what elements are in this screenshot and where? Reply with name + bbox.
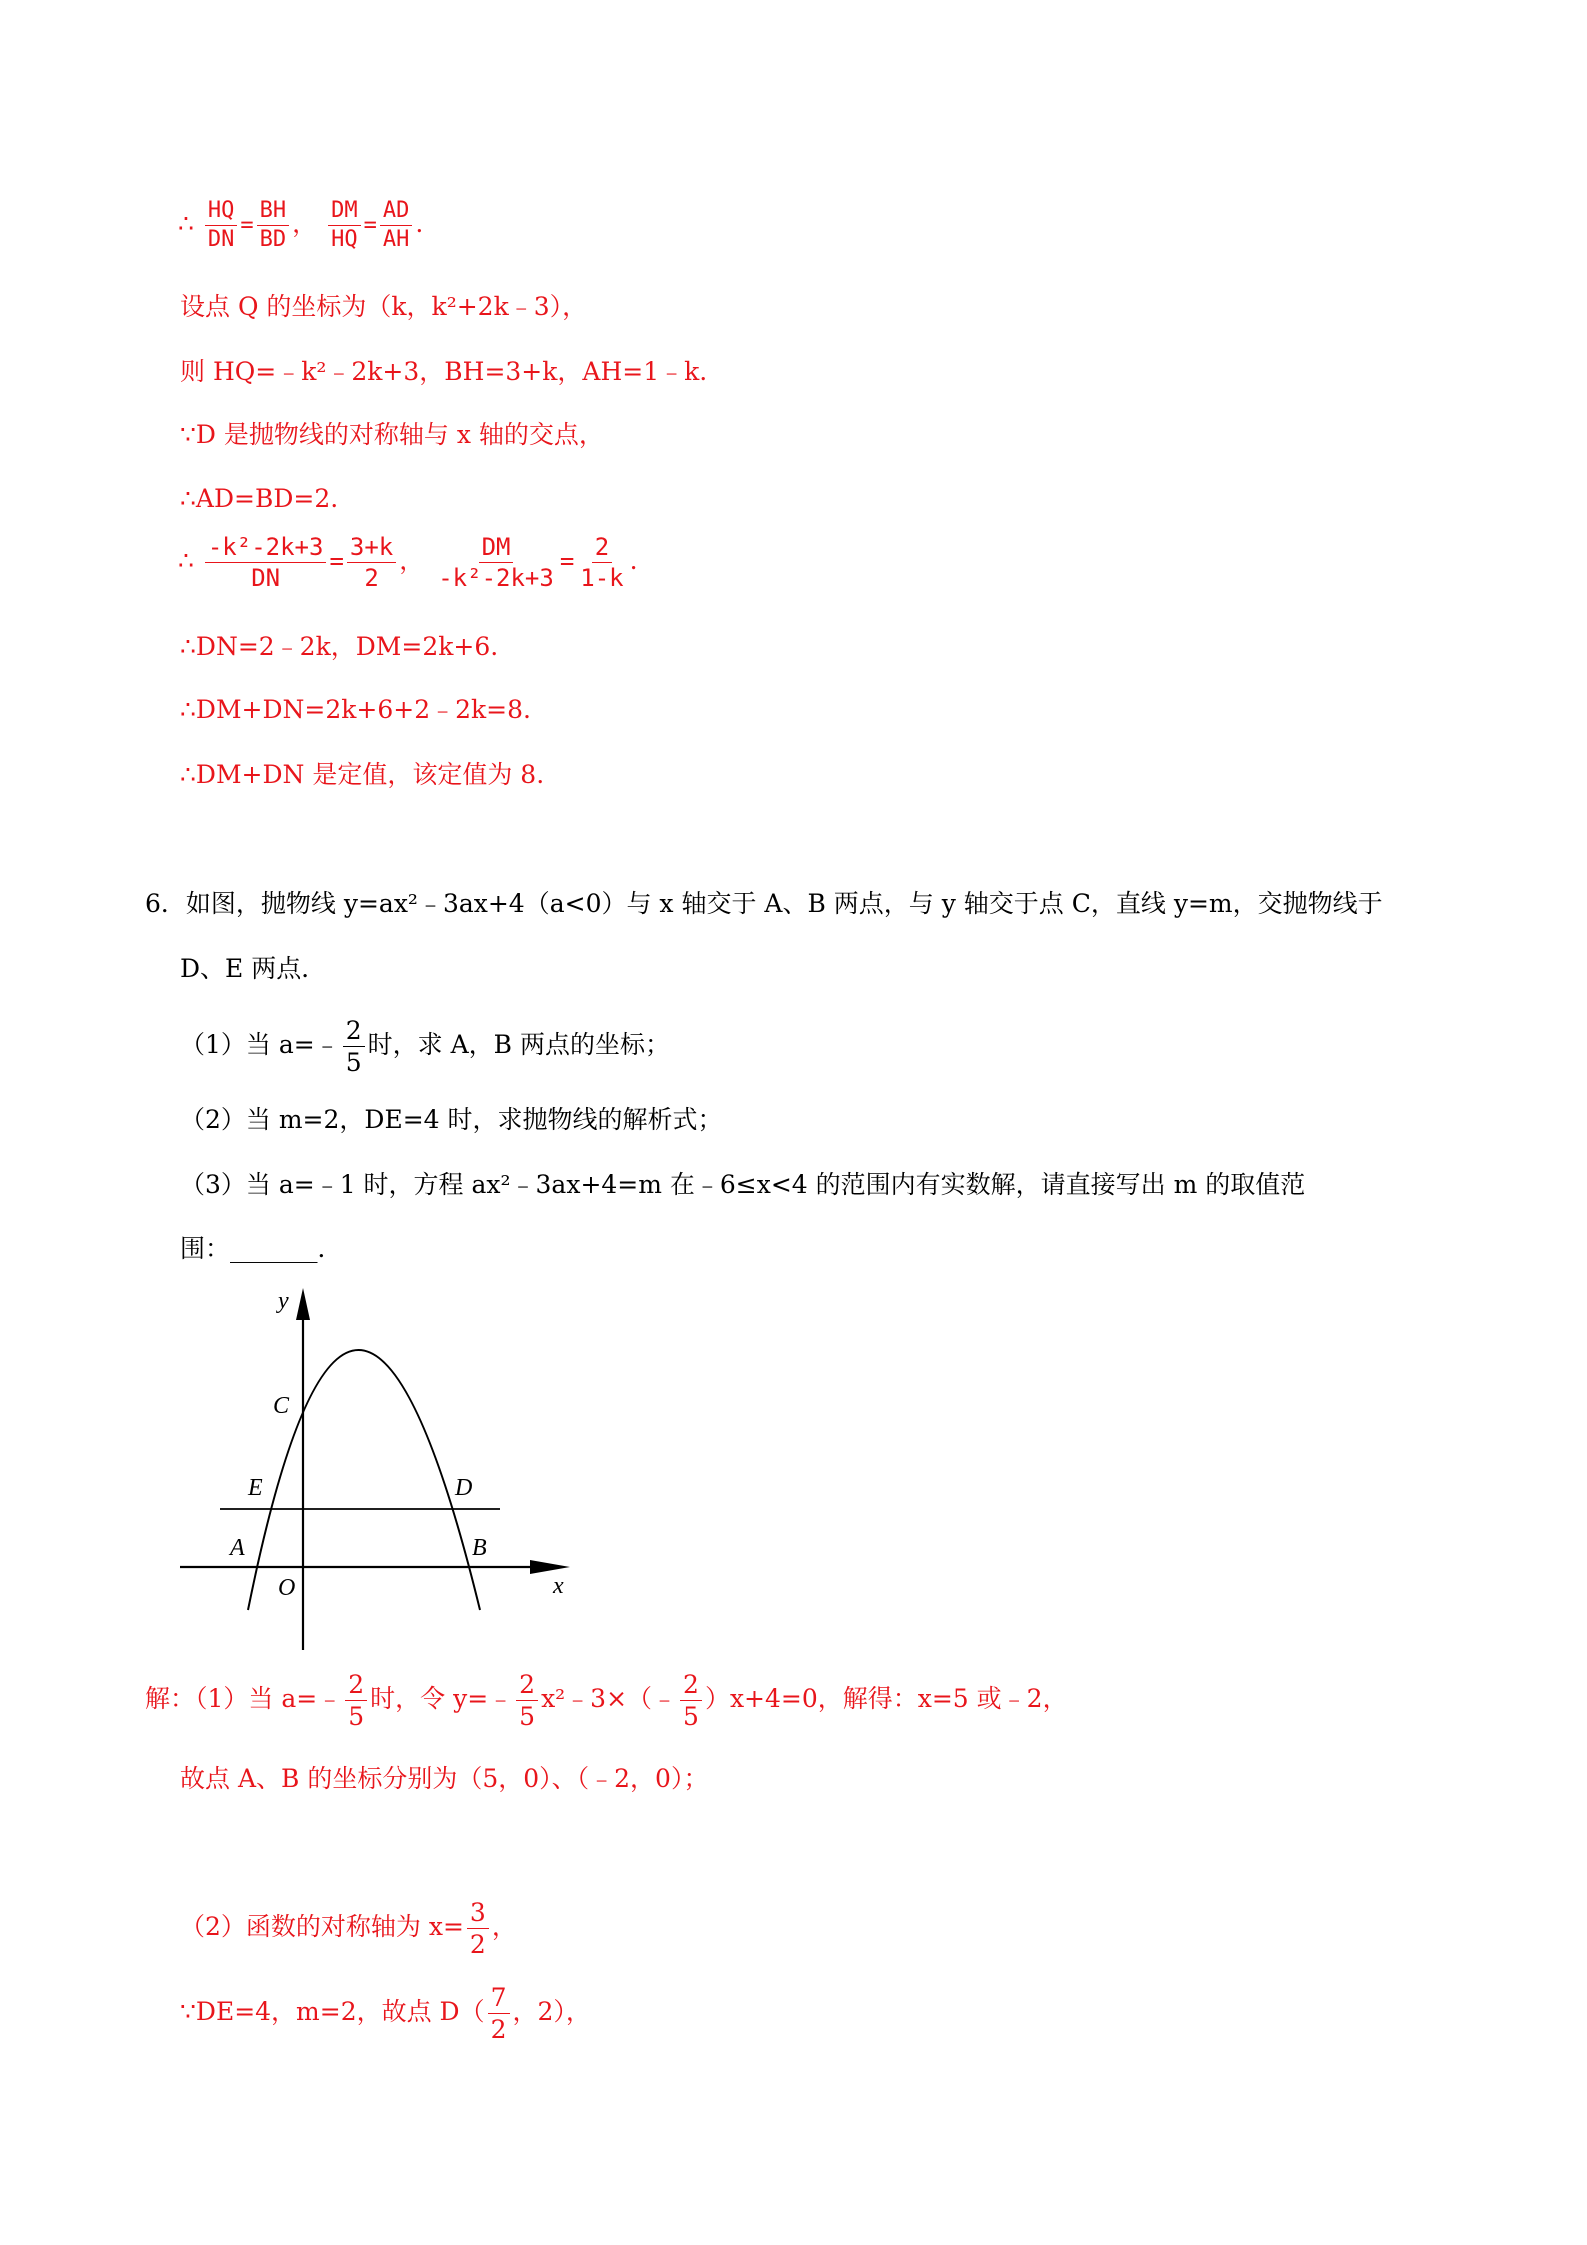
- fraction-ad-ah: $\frac{AD}{AH}$: [380, 200, 413, 251]
- fraction-2-5: $\frac{2}{5}$: [345, 1672, 367, 1729]
- fraction-expr-dn: $\frac{\text{-k²-2k+3}}{DN}$: [205, 535, 327, 590]
- fraction-2-5: $\frac{2}{5}$: [343, 1018, 365, 1075]
- prev-line-9: ∴DM+DN 是定值，该定值为 8.: [180, 760, 545, 789]
- solution-part-2-line-1: （2）函数的对称轴为 x= $\frac{3}{2}$ ，: [180, 1898, 517, 1959]
- fraction-2-5: $\frac{2}{5}$: [516, 1672, 538, 1729]
- prev-line-6: ∴ $\frac{\text{-k²-2k+3}}{DN}$ = $\frac{3+k}{2}$ ， $\frac{DM}{\text{-k²-2k+3}}$ = $\frac{2}{1-k}$ .: [178, 533, 638, 592]
- label-D: D: [455, 1475, 473, 1501]
- solution-part-2-line-2: ∵DE=4，m=2，故点 D（ $\frac{7}{2}$ ，2），: [180, 1983, 591, 2044]
- fraction-3k-2: $\frac{3+k}{2}$: [347, 535, 396, 590]
- prev-line-1: ∴ $\frac{HQ}{DN}$ = $\frac{BH}{BD}$ ， $\frac{DM}{HQ}$ = $\frac{AD}{AH}$ .: [178, 198, 424, 252]
- fraction-dm-expr: $\frac{DM}{\text{-k²-2k+3}}$: [438, 533, 554, 592]
- fraction-7-2: $\frac{7}{2}$: [488, 1985, 510, 2042]
- fraction-2-5: $\frac{2}{5}$: [680, 1672, 702, 1729]
- fraction-hq-dn: $\frac{HQ}{DN}$: [205, 200, 238, 251]
- problem-6-question-3-line-1: （3）当 a=﹣1 时，方程 ax²﹣3ax+4=m 在﹣6≤x<4 的范围内有实数解，请直接写出 m 的取值范: [180, 1170, 1306, 1199]
- label-y: y: [278, 1288, 289, 1314]
- prev-line-3: 则 HQ=﹣k²﹣2k+3，BH=3+k，AH=1﹣k.: [180, 357, 708, 386]
- therefore-symbol: ∴: [178, 209, 194, 238]
- prev-line-5: ∴AD=BD=2.: [180, 484, 339, 513]
- parabola-curve: [248, 1350, 480, 1610]
- fraction-bh-bd: $\frac{BH}{BD}$: [257, 200, 290, 251]
- y-axis-arrow: [296, 1288, 310, 1320]
- fraction-dm-hq: $\frac{DM}{HQ}$: [328, 200, 361, 251]
- problem-6-question-3-line-2: 围：_______．: [180, 1234, 343, 1263]
- problem-6-question-1: （1）当 a=﹣ $\frac{2}{5}$ 时，求 A，B 两点的坐标；: [180, 1016, 670, 1077]
- label-O: O: [278, 1575, 296, 1601]
- problem-6-line-2: D、E 两点．: [180, 954, 327, 983]
- problem-6-line-1: 6．如图，抛物线 y=ax²﹣3ax+4（a<0）与 x 轴交于 A、B 两点，与 y 轴交于点 C，直线 y=m，交抛物线于: [145, 889, 1383, 918]
- prev-line-8: ∴DM+DN=2k+6+2﹣2k=8.: [180, 695, 531, 724]
- prev-line-4: ∵D 是抛物线的对称轴与 x 轴的交点，: [180, 420, 604, 449]
- label-B: B: [472, 1535, 487, 1561]
- prev-line-7: ∴DN=2﹣2k，DM=2k+6.: [180, 632, 499, 661]
- fraction-2-1k: $\frac{2}{1-k}$: [580, 533, 624, 592]
- fraction-3-2: $\frac{3}{2}$: [467, 1900, 489, 1957]
- parabola-figure: [170, 1280, 590, 1660]
- label-C: C: [273, 1393, 290, 1419]
- prev-line-2: 设点 Q 的坐标为（k，k²+2k﹣3），: [180, 292, 588, 321]
- label-A: A: [230, 1535, 245, 1561]
- x-axis-arrow: [530, 1560, 570, 1574]
- solution-line-2: 故点 A、B 的坐标分别为（5，0）、（﹣2，0）；: [180, 1764, 709, 1793]
- solution-line-1: 解：（1）当 a=﹣ $\frac{2}{5}$ 时，令 y=﹣ $\frac{2}{5}$ x²﹣3×（﹣ $\frac{2}{5}$ ）x+4=0，解得：x=5 或﹣2，: [145, 1670, 1068, 1731]
- label-E: E: [248, 1475, 263, 1501]
- problem-6-question-2: （2）当 m=2，DE=4 时，求抛物线的解析式；: [180, 1105, 723, 1134]
- label-x: x: [553, 1573, 564, 1599]
